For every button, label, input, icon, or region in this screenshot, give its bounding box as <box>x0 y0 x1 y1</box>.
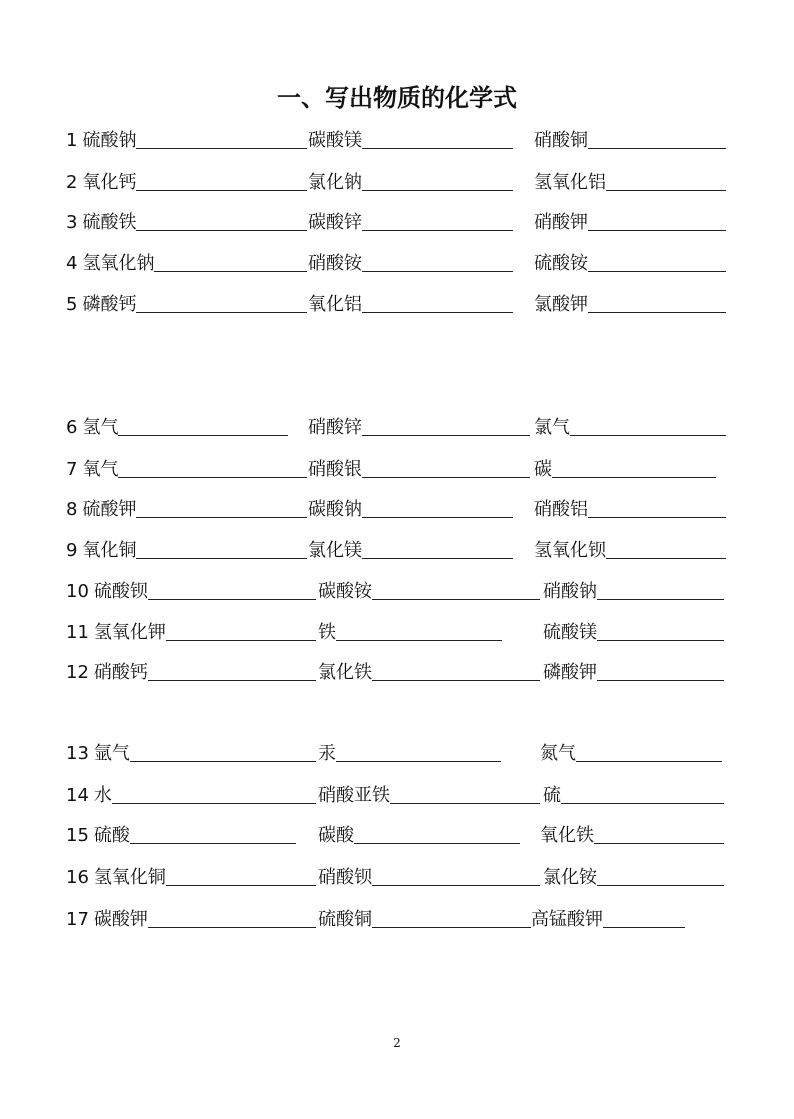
row-number: 13 <box>66 743 89 764</box>
exercise-row <box>0 167 794 193</box>
compound-label: 磷酸钙 <box>82 294 137 315</box>
exercise-item <box>66 862 316 888</box>
answer-blank[interactable] <box>136 190 307 191</box>
answer-blank[interactable] <box>130 843 296 844</box>
answer-blank[interactable] <box>594 843 724 844</box>
exercise-item <box>534 167 726 193</box>
compound-label: 硝酸银 <box>308 459 362 480</box>
compound-label: 氯化镁 <box>308 540 362 561</box>
exercise-item <box>534 248 726 274</box>
compound-label: 氯化铁 <box>318 662 372 683</box>
answer-blank[interactable] <box>136 148 307 149</box>
compound-label: 硫酸铵 <box>534 253 588 274</box>
answer-blank[interactable] <box>136 312 307 313</box>
answer-blank[interactable] <box>136 517 307 518</box>
compound-label: 碳酸钾 <box>93 909 148 930</box>
exercise-item <box>543 617 724 643</box>
exercise-row <box>0 617 794 643</box>
compound-label: 硫酸铜 <box>318 909 372 930</box>
exercise-item <box>308 248 513 274</box>
answer-blank[interactable] <box>390 803 540 804</box>
exercise-item <box>66 535 307 561</box>
compound-label: 硝酸钠 <box>543 581 597 602</box>
exercise-row <box>0 576 794 602</box>
compound-label: 碳 <box>534 459 552 480</box>
compound-label: 碳酸铵 <box>318 581 372 602</box>
compound-label: 硝酸钙 <box>93 662 148 683</box>
row-number: 2 <box>66 172 78 193</box>
answer-blank[interactable] <box>166 885 316 886</box>
exercise-item <box>308 207 513 233</box>
answer-blank[interactable] <box>588 312 726 313</box>
compound-label: 硫酸 <box>93 825 130 846</box>
compound-label: 硫 <box>543 785 561 806</box>
exercise-item <box>308 289 513 315</box>
exercise-item <box>66 125 307 151</box>
answer-blank[interactable] <box>372 599 540 600</box>
compound-label: 氢氧化铝 <box>534 172 606 193</box>
exercise-item <box>534 207 726 233</box>
row-number: 1 <box>66 130 78 151</box>
exercise-item <box>308 454 530 480</box>
compound-label: 汞 <box>318 743 336 764</box>
answer-blank[interactable] <box>362 517 513 518</box>
answer-blank[interactable] <box>148 599 316 600</box>
answer-blank[interactable] <box>362 190 513 191</box>
exercise-item <box>308 167 513 193</box>
exercise-item <box>66 738 316 764</box>
answer-blank[interactable] <box>148 680 316 681</box>
compound-label: 高锰酸钾 <box>531 909 603 930</box>
compound-label: 氮气 <box>540 743 576 764</box>
answer-blank[interactable] <box>570 435 726 436</box>
exercise-row <box>0 248 794 274</box>
exercise-item <box>318 657 540 683</box>
compound-label: 氯酸钾 <box>534 294 588 315</box>
exercise-item <box>318 904 531 930</box>
exercise-item <box>66 576 316 602</box>
exercise-item <box>308 125 513 151</box>
exercise-item <box>318 576 540 602</box>
answer-blank[interactable] <box>336 761 501 762</box>
answer-blank[interactable] <box>588 148 726 149</box>
compound-label: 硝酸锌 <box>308 417 362 438</box>
answer-blank[interactable] <box>362 271 513 272</box>
answer-blank[interactable] <box>136 230 307 231</box>
exercise-item <box>543 576 724 602</box>
exercise-item <box>318 738 501 764</box>
exercise-item <box>534 289 726 315</box>
exercise-row <box>0 738 794 764</box>
compound-label: 硝酸铜 <box>534 130 588 151</box>
row-number: 16 <box>66 867 89 888</box>
exercise-item <box>66 412 288 438</box>
row-number: 15 <box>66 825 89 846</box>
compound-label: 硝酸亚铁 <box>318 785 390 806</box>
compound-label: 硝酸钾 <box>534 212 588 233</box>
compound-label: 碳酸镁 <box>308 130 362 151</box>
answer-blank[interactable] <box>372 680 540 681</box>
row-number: 9 <box>66 540 78 561</box>
answer-blank[interactable] <box>362 558 513 559</box>
answer-blank[interactable] <box>597 599 724 600</box>
answer-blank[interactable] <box>362 312 513 313</box>
exercise-item <box>543 657 724 683</box>
compound-label: 硫酸钡 <box>93 581 148 602</box>
answer-blank[interactable] <box>154 271 307 272</box>
row-number: 8 <box>66 499 78 520</box>
exercise-item <box>66 617 316 643</box>
row-number: 14 <box>66 785 89 806</box>
compound-label: 氧化钙 <box>82 172 137 193</box>
answer-blank[interactable] <box>597 680 724 681</box>
compound-label: 氢氧化钾 <box>93 622 166 643</box>
compound-label: 碳酸 <box>318 825 354 846</box>
exercise-item <box>543 862 724 888</box>
exercise-item <box>543 780 724 806</box>
exercise-item <box>318 820 520 846</box>
page-number: 2 <box>393 1036 401 1050</box>
answer-blank[interactable] <box>588 230 726 231</box>
compound-label: 氯化铵 <box>543 867 597 888</box>
compound-label: 氧化铁 <box>540 825 594 846</box>
compound-label: 碳酸锌 <box>308 212 362 233</box>
exercise-item <box>308 494 513 520</box>
compound-label: 氢气 <box>82 417 119 438</box>
row-number: 6 <box>66 417 78 438</box>
exercise-row <box>0 904 794 930</box>
exercise-row <box>0 289 794 315</box>
exercise-row <box>0 862 794 888</box>
compound-label: 氧气 <box>82 459 119 480</box>
compound-label: 氯化钠 <box>308 172 362 193</box>
exercise-item <box>534 125 726 151</box>
exercise-row <box>0 125 794 151</box>
exercise-item <box>66 780 316 806</box>
answer-blank[interactable] <box>588 271 726 272</box>
compound-label: 氧化铝 <box>308 294 362 315</box>
row-number: 5 <box>66 294 78 315</box>
exercise-item <box>318 862 540 888</box>
compound-label: 硫酸镁 <box>543 622 597 643</box>
compound-label: 硫酸钠 <box>82 130 137 151</box>
exercise-item <box>534 494 726 520</box>
exercise-item <box>540 820 724 846</box>
answer-blank[interactable] <box>166 640 316 641</box>
compound-label: 氧化铜 <box>82 540 137 561</box>
exercise-item <box>534 535 726 561</box>
answer-blank[interactable] <box>576 761 722 762</box>
exercise-item <box>66 494 307 520</box>
compound-label: 硫酸铁 <box>82 212 137 233</box>
answer-blank[interactable] <box>588 517 726 518</box>
exercise-item <box>66 167 307 193</box>
compound-label: 碳酸钠 <box>308 499 362 520</box>
exercise-row <box>0 207 794 233</box>
exercise-row <box>0 454 794 480</box>
answer-blank[interactable] <box>148 927 316 928</box>
exercise-row <box>0 780 794 806</box>
page-title: 一、写出物质的化学式 <box>277 84 517 112</box>
compound-label: 氢氧化钡 <box>534 540 606 561</box>
exercise-item <box>66 248 307 274</box>
answer-blank[interactable] <box>372 927 531 928</box>
exercise-item <box>318 780 540 806</box>
exercise-item <box>308 412 530 438</box>
exercise-item <box>66 207 307 233</box>
answer-blank[interactable] <box>336 640 502 641</box>
exercise-row <box>0 535 794 561</box>
compound-label: 硝酸铝 <box>534 499 588 520</box>
answer-blank[interactable] <box>118 477 307 478</box>
compound-label: 氩气 <box>93 743 130 764</box>
answer-blank[interactable] <box>362 477 530 478</box>
row-number: 17 <box>66 909 89 930</box>
exercise-item <box>308 535 513 561</box>
answer-blank[interactable] <box>606 558 726 559</box>
exercise-item <box>318 617 502 643</box>
exercise-row <box>0 494 794 520</box>
answer-blank[interactable] <box>561 803 724 804</box>
answer-blank[interactable] <box>112 803 316 804</box>
exercise-item <box>66 657 316 683</box>
answer-blank[interactable] <box>362 148 513 149</box>
row-number: 10 <box>66 581 89 602</box>
row-number: 11 <box>66 622 89 643</box>
answer-blank[interactable] <box>372 885 540 886</box>
answer-blank[interactable] <box>603 927 685 928</box>
compound-label: 氯气 <box>534 417 570 438</box>
exercise-item <box>534 412 726 438</box>
compound-label: 硝酸钡 <box>318 867 372 888</box>
exercise-row <box>0 820 794 846</box>
exercise-row <box>0 412 794 438</box>
answer-blank[interactable] <box>597 640 724 641</box>
answer-blank[interactable] <box>130 761 316 762</box>
answer-blank[interactable] <box>136 558 307 559</box>
row-number: 12 <box>66 662 89 683</box>
answer-blank[interactable] <box>362 230 513 231</box>
answer-blank[interactable] <box>362 435 530 436</box>
compound-label: 氢氧化钠 <box>82 253 155 274</box>
answer-blank[interactable] <box>354 843 520 844</box>
row-number: 4 <box>66 253 78 274</box>
answer-blank[interactable] <box>606 190 726 191</box>
exercise-item <box>66 904 316 930</box>
exercise-item <box>540 738 722 764</box>
compound-label: 铁 <box>318 622 336 643</box>
exercise-item <box>531 904 685 930</box>
exercise-row <box>0 657 794 683</box>
compound-label: 硝酸铵 <box>308 253 362 274</box>
exercise-item <box>534 454 716 480</box>
answer-blank[interactable] <box>552 477 716 478</box>
exercise-item <box>66 454 307 480</box>
compound-label: 氢氧化铜 <box>93 867 166 888</box>
exercise-item <box>66 820 296 846</box>
exercise-item <box>66 289 307 315</box>
compound-label: 硫酸钾 <box>82 499 137 520</box>
answer-blank[interactable] <box>118 435 288 436</box>
row-number: 3 <box>66 212 78 233</box>
answer-blank[interactable] <box>597 885 724 886</box>
row-number: 7 <box>66 459 78 480</box>
compound-label: 磷酸钾 <box>543 662 597 683</box>
compound-label: 水 <box>93 785 112 806</box>
